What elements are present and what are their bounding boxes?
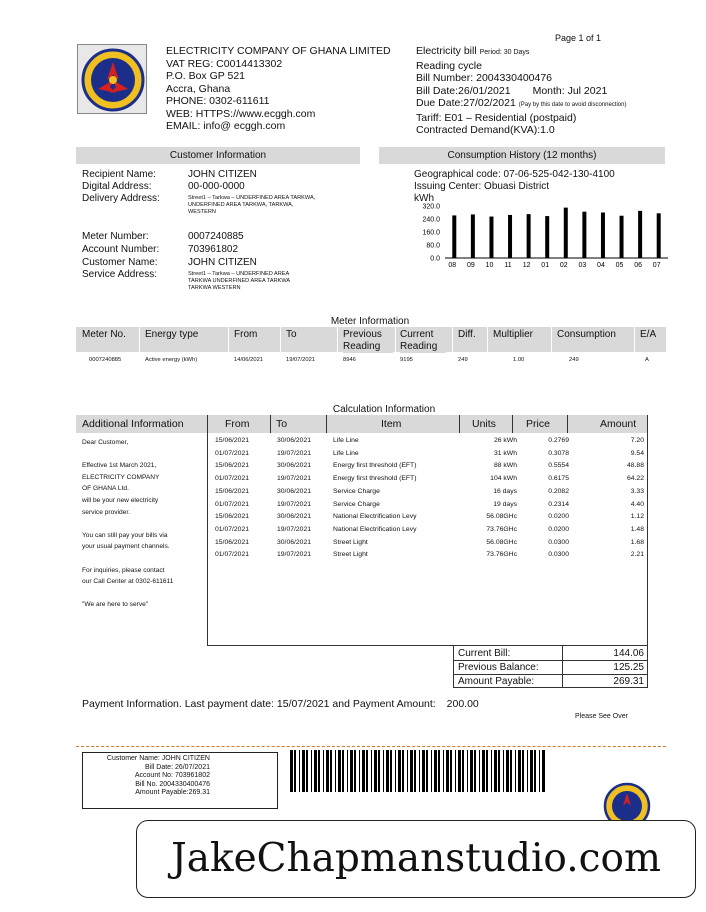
calc-title: Calculation Information <box>332 404 436 415</box>
company-city: Accra, Ghana <box>166 82 231 95</box>
barcode-bar <box>470 750 473 792</box>
calc-col-to: To <box>276 418 288 430</box>
totals-divider <box>453 660 648 661</box>
calc-cell-price: 0.6175 <box>548 475 569 483</box>
barcode-bar <box>474 750 476 792</box>
calc-cell-amount: 7.20 <box>630 437 644 444</box>
meter-row-energy-type: Active energy (kWh) <box>145 357 198 363</box>
amount-payable-value: 269.31 <box>613 676 644 687</box>
barcode-bar <box>431 750 432 792</box>
stub-bill-no: Bill No. 2004330400476 <box>135 780 210 788</box>
barcode-bar <box>443 750 444 792</box>
calc-cell-amount: 1.48 <box>630 525 644 533</box>
bill-title: Electricity bill <box>416 45 477 57</box>
barcode-bar <box>390 750 392 792</box>
digital-address: 00-000-0000 <box>188 181 245 192</box>
company-name: ELECTRICITY COMPANY OF GHANA LIMITED <box>166 45 391 57</box>
additional-line: ELECTRICITY COMPANY <box>82 473 160 481</box>
calc-cell-amount: 3.33 <box>630 487 644 495</box>
current-bill-label: Current Bill: <box>458 648 511 659</box>
calc-col-price: Price <box>526 418 550 430</box>
barcode-bar <box>395 750 396 792</box>
y-tick-label: 160.0 <box>422 229 440 237</box>
page-label: Page 1 of 1 <box>555 33 602 43</box>
barcode-bar <box>302 750 305 792</box>
barcode-bar <box>326 750 329 792</box>
calc-row <box>207 435 647 448</box>
meter-row-previous: 8946 <box>343 357 356 363</box>
bar-02 <box>564 208 568 258</box>
additional-line: "We are here to serve" <box>82 601 149 609</box>
barcode-bar <box>386 750 389 792</box>
consumption-chart <box>410 200 670 272</box>
meter-col-previous: Previous Reading <box>343 329 393 353</box>
x-tick-label: 11 <box>504 262 512 269</box>
meter-divider <box>337 327 338 352</box>
meter-row-multiplier: 1.00 <box>513 357 525 363</box>
barcode-bar <box>354 750 356 792</box>
calc-row <box>207 486 647 499</box>
calc-cell-units: 73.76GHc <box>486 525 517 533</box>
calc-cell-from: 15/06/2021 <box>215 538 250 546</box>
x-tick-label: 10 <box>485 262 494 269</box>
calc-divider <box>512 415 513 433</box>
delivery-line: Street1 – Tarkwa – UNDERFINED AREA TARKWA, <box>188 195 316 201</box>
calc-row <box>207 524 647 537</box>
calc-cell-to: 19/07/2021 <box>277 449 312 457</box>
calc-cell-price: 0.0300 <box>548 551 569 559</box>
totals-divider <box>562 646 563 688</box>
barcode-bar <box>438 750 440 792</box>
calc-cell-from: 01/07/2021 <box>215 449 250 457</box>
barcode-bar <box>314 750 317 792</box>
bar-08 <box>452 215 456 258</box>
calc-cell-units: 104 kWh <box>490 475 517 483</box>
barcode-bar <box>290 750 293 792</box>
calc-cell-amount: 48.88 <box>626 462 644 470</box>
x-tick-label: 12 <box>522 262 531 269</box>
stub-account: Account No: 703961802 <box>134 772 210 780</box>
x-tick-label: 09 <box>466 262 475 269</box>
bill-period: Period: 30 Days <box>479 49 530 56</box>
barcode-bar <box>542 750 545 792</box>
calc-cell-price: 0.2082 <box>548 487 569 495</box>
payment-info <box>82 698 479 710</box>
meter-info-title: Meter Information <box>330 316 410 327</box>
meter-divider <box>280 327 281 352</box>
bar-07 <box>657 213 661 258</box>
barcode-bar <box>510 750 512 792</box>
meter-col-to: To <box>286 329 297 340</box>
customer-info <box>82 169 362 292</box>
additional-line: OF GHANA Ltd. <box>82 485 129 493</box>
calc-row <box>207 460 647 473</box>
calc-cell-price: 0.5554 <box>548 462 569 470</box>
barcode-bar <box>378 750 380 792</box>
bar-09 <box>471 214 475 258</box>
meter-row-meter-no: 0007240885 <box>89 357 122 363</box>
barcode-bar <box>479 750 480 792</box>
calc-cell-to: 30/06/2021 <box>277 437 312 444</box>
barcode-bar <box>311 750 312 792</box>
barcode-bar <box>419 750 420 792</box>
bar-10 <box>489 217 493 258</box>
tariff: Tariff: E01 – Residential (postpaid) <box>416 111 577 124</box>
barcode-bar <box>366 750 368 792</box>
meter-divider <box>395 327 396 352</box>
meter-row-from: 14/06/2021 <box>234 357 264 363</box>
calc-cell-item: National Electrification Levy <box>333 513 417 521</box>
meter-row-current: 9195 <box>400 357 413 363</box>
calc-cell-amount: 2.21 <box>630 551 644 559</box>
previous-balance-value: 125.25 <box>613 662 644 673</box>
consumption-heading: Consumption History (12 months) <box>379 147 665 164</box>
barcode-bar <box>503 750 504 792</box>
bar-06 <box>638 211 642 258</box>
additional-line: For inquiries, please contact <box>82 566 165 574</box>
cut-line <box>76 746 666 747</box>
calc-cell-price: 0.3078 <box>548 449 569 457</box>
service-label: Service Address: <box>82 269 158 280</box>
watermark: JakeChapmanstudio.com <box>136 820 696 898</box>
meter-divider <box>551 327 552 352</box>
meter-row-diff: 249 <box>458 357 468 363</box>
calc-cell-units: 73.76GHc <box>486 551 517 559</box>
x-tick-label: 02 <box>559 262 568 269</box>
bill-header <box>416 45 676 137</box>
due-note: (Pay by this date to avoid disconnection) <box>518 102 627 108</box>
calc-cell-item: Life Line <box>333 449 359 457</box>
x-tick-label: 08 <box>448 262 457 269</box>
calc-cell-from: 15/06/2021 <box>215 462 250 470</box>
recipient-name: JOHN CITIZEN <box>188 169 257 180</box>
calc-cell-amount: 1.12 <box>630 513 644 521</box>
calc-cell-price: 0.2769 <box>548 437 569 444</box>
service-line: Street1 – Tarkwa – UNDERFINED AREA <box>188 271 290 277</box>
barcode-bar <box>539 750 540 792</box>
barcode-bar <box>359 750 360 792</box>
calc-row <box>207 537 647 550</box>
meter-col-diff: Diff. <box>458 329 476 340</box>
barcode-bar <box>371 750 372 792</box>
additional-line <box>82 449 206 461</box>
bar-12 <box>527 214 531 258</box>
company-web: WEB: HTTPS://www.ecggh.com <box>166 107 316 120</box>
barcode-bar <box>530 750 533 792</box>
calc-row <box>207 448 647 461</box>
x-tick-label: 07 <box>652 262 661 269</box>
bill-date: Bill Date:26/01/2021 <box>416 84 511 97</box>
additional-line: Effective 1st March 2021, <box>82 462 157 470</box>
meter-divider <box>452 327 453 352</box>
calc-cell-amount: 4.40 <box>630 500 644 508</box>
barcode-bar <box>306 750 308 792</box>
calc-cell-item: Service Charge <box>333 487 380 495</box>
calc-cell-item: Street Light <box>333 551 368 559</box>
calc-col-additional: Additional Information <box>82 418 184 430</box>
barcode-bar <box>482 750 485 792</box>
calc-cell-units: 16 days <box>493 487 517 495</box>
current-bill-value: 144.06 <box>613 648 644 659</box>
y-tick-label: 240.0 <box>422 216 440 224</box>
meter-divider <box>487 327 488 352</box>
calc-divider <box>567 415 568 433</box>
payment-text: Payment Information. Last payment date: 15/07/2021 and Payment Amount: <box>82 698 436 710</box>
barcode-bar <box>518 750 521 792</box>
previous-balance-label: Previous Balance: <box>458 662 539 673</box>
customer-label: Customer Name: <box>82 257 158 268</box>
barcode-bar <box>450 750 452 792</box>
additional-line <box>82 553 206 565</box>
calc-cell-units: 56.08GHc <box>486 538 517 546</box>
meter-divider <box>634 327 635 352</box>
x-tick-label: 01 <box>541 262 550 269</box>
bar-01 <box>545 216 549 258</box>
meter-col-multiplier: Multiplier <box>493 329 534 340</box>
additional-line <box>82 518 206 530</box>
calc-col-item: Item <box>381 418 402 430</box>
calc-cell-from: 01/07/2021 <box>215 525 250 533</box>
calc-cell-to: 19/07/2021 <box>277 551 312 559</box>
barcode-bar <box>434 750 437 792</box>
barcode-bar <box>374 750 377 792</box>
kwh-unit: kWh <box>414 193 434 204</box>
contracted-demand: Contracted Demand(KVA):1.0 <box>416 124 555 136</box>
additional-line: will be your new electricity <box>82 496 159 504</box>
calc-cell-from: 01/07/2021 <box>215 475 250 483</box>
calc-row <box>207 499 647 512</box>
barcode-bar <box>422 750 425 792</box>
delivery-address <box>188 193 315 216</box>
calc-cell-from: 15/06/2021 <box>215 513 250 521</box>
barcode-bar <box>455 750 456 792</box>
calc-cell-to: 19/07/2021 <box>277 525 312 533</box>
barcode-bar <box>467 750 468 792</box>
calc-cell-item: National Electrification Levy <box>333 525 417 533</box>
barcode-bar <box>330 750 332 792</box>
company-phone: PHONE: 0302-611611 <box>166 95 270 107</box>
x-tick-label: 05 <box>615 262 624 269</box>
additional-line: Dear Customer, <box>82 439 129 446</box>
stub-date: Bill Date: 26/07/2021 <box>145 763 210 771</box>
company-logo <box>77 44 147 114</box>
meter-row-ea: A <box>645 357 649 363</box>
calc-cell-item: Energy first threshold (EFT) <box>333 475 417 483</box>
meter-label: Meter Number: <box>82 231 149 242</box>
barcode-bar <box>498 750 500 792</box>
meter-col-meter-no: Meter No. <box>82 329 126 340</box>
recipient-label: Recipient Name: <box>82 169 156 180</box>
calc-cell-from: 15/06/2021 <box>215 437 250 444</box>
meter-col-consumption: Consumption <box>557 329 616 340</box>
delivery-line: WESTERN <box>188 209 216 215</box>
barcode-bar <box>486 750 488 792</box>
calc-row <box>207 549 647 562</box>
barcode <box>290 750 548 792</box>
barcode-bar <box>446 750 449 792</box>
service-line: TARKWA WESTERN <box>188 285 241 291</box>
meter-divider <box>228 327 229 352</box>
barcode-bar <box>410 750 413 792</box>
barcode-bar <box>323 750 324 792</box>
calc-cell-amount: 9.54 <box>630 449 644 457</box>
calc-cell-units: 19 days <box>493 500 517 508</box>
x-tick-label: 04 <box>597 262 605 269</box>
calc-cell-amount: 64.22 <box>626 475 644 483</box>
bill-month: Month: Jul 2021 <box>532 84 608 97</box>
y-tick-label: 320.0 <box>422 203 440 211</box>
barcode-bar <box>491 750 492 792</box>
calc-cell-to: 30/06/2021 <box>277 538 312 546</box>
additional-line: our Call Center at 0302-611611 <box>82 578 174 586</box>
meter-row-consumption: 249 <box>569 357 579 363</box>
barcode-bar <box>506 750 509 792</box>
calc-cell-units: 26 kWh <box>493 437 517 444</box>
barcode-bar <box>383 750 384 792</box>
calc-cell-units: 31 kWh <box>493 449 517 457</box>
meter-divider <box>139 327 140 352</box>
totals-divider <box>453 674 648 675</box>
payment-amount: 200.00 <box>446 698 479 710</box>
bar-11 <box>508 215 512 258</box>
barcode-bar <box>414 750 416 792</box>
calc-divider <box>459 415 460 433</box>
calc-cell-to: 30/06/2021 <box>277 513 312 521</box>
barcode-bar <box>527 750 528 792</box>
additional-line: your usual payment channels. <box>82 543 170 551</box>
bar-05 <box>620 216 624 258</box>
digital-label: Digital Address: <box>82 181 152 192</box>
company-email: EMAIL: info@ ecggh.com <box>166 120 286 132</box>
calc-col-amount: Amount <box>600 418 637 430</box>
barcode-bar <box>338 750 341 792</box>
customer-name: JOHN CITIZEN <box>188 257 257 268</box>
calc-cell-price: 0.0200 <box>548 513 569 521</box>
delivery-label: Delivery Address: <box>82 193 160 204</box>
stub-details <box>82 755 210 798</box>
see-over: Please See Over <box>575 713 628 720</box>
calc-cell-price: 0.0300 <box>548 538 569 546</box>
barcode-bar <box>458 750 461 792</box>
account-number: 703961802 <box>188 244 239 255</box>
issuing-center: Issuing Center: Obuasi District <box>414 181 550 192</box>
barcode-bar <box>402 750 404 792</box>
barcode-bar <box>335 750 336 792</box>
meter-col-ea: E/A <box>640 329 657 340</box>
barcode-bar <box>299 750 300 792</box>
calc-cell-item: Life Line <box>333 437 359 444</box>
bar-04 <box>601 213 605 259</box>
meter-col-current: Current Reading <box>400 329 446 353</box>
service-address <box>188 269 290 292</box>
calc-cell-to: 19/07/2021 <box>277 475 312 483</box>
additional-info <box>82 437 206 611</box>
company-vat: VAT REG: C0014413302 <box>166 57 283 70</box>
calc-cell-units: 56.08GHc <box>486 513 517 521</box>
calc-col-units: Units <box>472 418 496 430</box>
barcode-bar <box>294 750 296 792</box>
meter-number: 0007240885 <box>188 231 244 242</box>
additional-line: service provider. <box>82 508 131 516</box>
delivery-line: UNDERFINED AREA TARKWA, TARKWA, <box>188 202 294 208</box>
barcode-bar <box>426 750 428 792</box>
x-tick-label: 06 <box>634 262 643 269</box>
barcode-bar <box>347 750 348 792</box>
calc-cell-item: Energy first threshold (EFT) <box>333 462 417 470</box>
company-details <box>166 45 391 133</box>
due-date: Due Date:27/02/2021 <box>416 97 516 109</box>
barcode-bar <box>407 750 408 792</box>
x-tick-label: 03 <box>578 262 587 269</box>
y-tick-label: 80.0 <box>426 242 440 250</box>
customer-info-heading: Customer Information <box>76 147 360 164</box>
calc-row <box>207 511 647 524</box>
bar-03 <box>582 212 586 258</box>
calc-cell-item: Service Charge <box>333 500 380 508</box>
calc-cell-item: Street Light <box>333 538 368 546</box>
meter-col-from: From <box>234 329 258 340</box>
calc-divider <box>326 415 327 433</box>
barcode-bar <box>534 750 536 792</box>
barcode-bar <box>398 750 401 792</box>
calc-cell-units: 88 kWh <box>493 462 517 470</box>
geo-code: Geographical code: 07-06-525-042-130-4100 <box>414 169 615 180</box>
y-tick-label: 0.0 <box>430 255 440 263</box>
calc-divider <box>270 415 271 433</box>
account-label: Account Number: <box>82 244 160 255</box>
barcode-bar <box>350 750 353 792</box>
barcode-bar <box>462 750 464 792</box>
calc-cell-price: 0.0200 <box>548 525 569 533</box>
calc-col-from: From <box>225 418 250 430</box>
calc-cell-price: 0.2314 <box>548 500 569 508</box>
reading-cycle: Reading cycle <box>416 59 482 72</box>
stub-payable: Amount Payable:269.31 <box>135 789 210 797</box>
additional-line: You can still pay your bills via <box>82 531 168 539</box>
amount-payable-label: Amount Payable: <box>458 676 535 687</box>
barcode-bar <box>494 750 497 792</box>
barcode-bar <box>515 750 516 792</box>
calc-cell-amount: 1.68 <box>630 538 644 546</box>
calc-cell-from: 15/06/2021 <box>215 487 250 495</box>
calc-cell-to: 19/07/2021 <box>277 500 312 508</box>
meter-row-to: 19/07/2021 <box>286 357 316 363</box>
barcode-bar <box>318 750 320 792</box>
calc-cell-to: 30/06/2021 <box>277 487 312 495</box>
barcode-bar <box>342 750 344 792</box>
bill-number: Bill Number: 2004330400476 <box>416 72 553 84</box>
stub-name: Customer Name: JOHN CITIZEN <box>106 755 210 762</box>
barcode-bar <box>522 750 524 792</box>
calc-cell-to: 30/06/2021 <box>277 462 312 470</box>
service-line: TARKWA UNDERFINED AREA TARKWA <box>188 278 291 284</box>
meter-col-energy-type: Energy type <box>145 329 199 340</box>
calc-cell-from: 01/07/2021 <box>215 551 250 559</box>
additional-line <box>82 588 206 600</box>
barcode-bar <box>362 750 365 792</box>
company-po-box: P.O. Box GP 521 <box>166 70 245 82</box>
calc-cell-from: 01/07/2021 <box>215 500 250 508</box>
calc-row <box>207 473 647 486</box>
